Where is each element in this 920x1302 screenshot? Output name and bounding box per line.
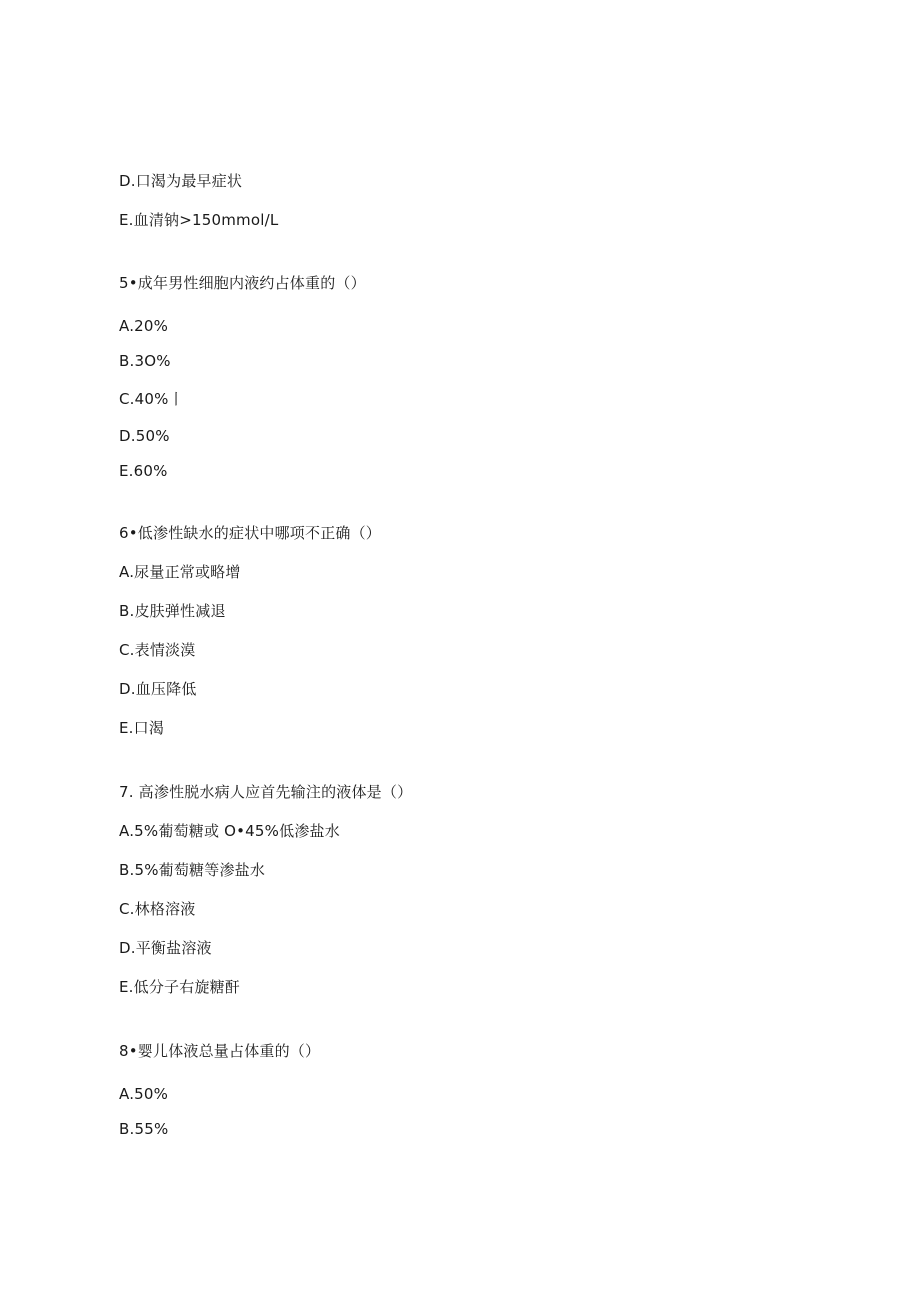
option-e-q7: E.低分子右旋糖酐	[119, 978, 241, 996]
option-a-q7: A.5%葡萄糖或 O•45%低渗盐水	[119, 822, 340, 840]
question-8: 8•婴儿体液总量占体重的（）	[119, 1042, 321, 1060]
option-d-q5: D.50%	[119, 427, 170, 445]
option-a-q5: A.20%	[119, 317, 169, 335]
option-c-q7: C.林格溶液	[119, 900, 196, 918]
option-e-q5: E.60%	[119, 462, 168, 480]
option-b-q5: B.3O%	[119, 352, 171, 370]
option-b-q7: B.5%葡萄糖等渗盐水	[119, 861, 266, 879]
question-7: 7. 高渗性脱水病人应首先输注的液体是（）	[119, 783, 413, 801]
option-e-q4: E.血清钠>150mmol/L	[119, 211, 279, 229]
option-d-q7: D.平衡盐溶液	[119, 939, 212, 957]
question-5: 5•成年男性细胞内液约占体重的（）	[119, 274, 366, 292]
option-c-q5: C.40%丨	[119, 390, 184, 408]
option-b-q6: B.皮肤弹性减退	[119, 602, 226, 620]
option-d-q6: D.血压降低	[119, 680, 197, 698]
option-d-q4: D.口渴为最早症状	[119, 172, 243, 190]
option-c-q6: C.表情淡漠	[119, 641, 196, 659]
question-6: 6•低渗性缺水的症状中哪项不正确（）	[119, 524, 381, 542]
option-b-q8: B.55%	[119, 1120, 169, 1138]
option-e-q6: E.口渴	[119, 719, 165, 737]
option-a-q8: A.50%	[119, 1085, 169, 1103]
option-a-q6: A.尿量正常或略增	[119, 563, 241, 581]
